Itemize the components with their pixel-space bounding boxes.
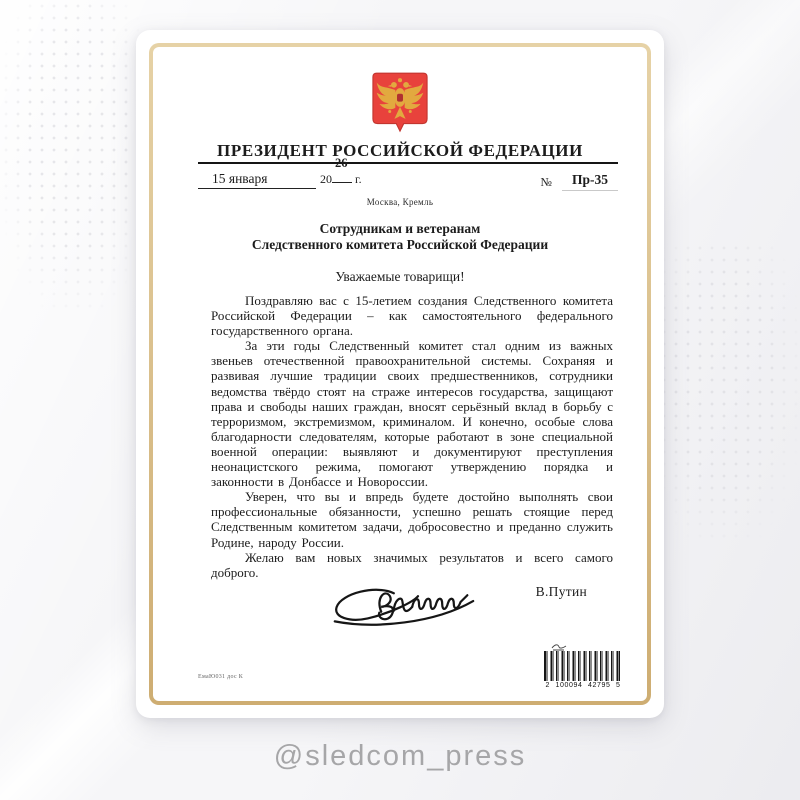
addressee-block xyxy=(136,221,664,253)
letter-paragraph: Желаю вам новых значимых результатов и всего самого доброго. xyxy=(211,549,613,580)
letter-paragraph: Поздравляю вас с 15-летием создания Следственного комитета Российской Федерации – как самостоятельного федерального государственного органа. xyxy=(211,293,613,339)
letter-card xyxy=(136,30,664,718)
document-reference-code: ЕмаЮ031 дос К xyxy=(198,674,244,680)
addressee-line-2: Следственного комитета Российской Федерации xyxy=(251,237,549,252)
letterhead-title: ПРЕЗИДЕНТ РОССИЙСКОЙ ФЕДЕРАЦИИ xyxy=(217,141,583,160)
background-dot-pattern-right xyxy=(646,242,800,542)
background-dot-pattern-left xyxy=(0,0,152,310)
letter-body xyxy=(211,293,613,580)
channel-watermark: @sledcom_press xyxy=(273,740,527,772)
barcode xyxy=(544,642,622,689)
addressee-line-1: Сотрудникам и ветеранам xyxy=(319,221,481,236)
letter-paragraph: За эти годы Следственный комитет стал одним из важных звеньев отечественной правоохранительной системы. Сохраняя и развивая лучшие традиции своих предшественников, сотрудники ведомства твёрдо стоят на страже интересов государства, защищают права и свободы наших граждан, вносят серьёзный вклад в борьбу с терроризмом, экстремизмом, криминалом. И конечно, особые слова благодарности следователям, которые работают в зоне специальной военной операции: выявляют и документируют преступления неонацистского режима, помогают утверждению порядка и законности в Донбассе и Новороссии. xyxy=(211,338,613,490)
date-and-number-row xyxy=(198,156,618,194)
russia-coat-of-arms-icon xyxy=(372,72,428,136)
barcode-bars xyxy=(544,651,620,681)
barcode-number: 2 100094 42795 5 xyxy=(545,682,621,689)
year-field: 20 26 г. xyxy=(320,156,362,186)
letterhead-divider xyxy=(198,162,618,164)
numero-sign: № xyxy=(540,175,552,189)
signature-block xyxy=(211,570,613,640)
date-field: 15 января xyxy=(198,171,316,189)
salutation: Уважаемые товарищи! xyxy=(335,269,465,284)
putin-signature xyxy=(323,572,513,632)
signatory-name: В.Путин xyxy=(535,584,587,599)
letter-paragraph: Уверен, что вы и впредь будете достойно выполнять свои профессиональные обязанности, успешно решать стоящие перед Следственным комитетом задачи, добросовестно и преданно служить Родине, народу России. xyxy=(211,489,613,550)
barcode-mark-icon xyxy=(550,642,568,651)
place-line: Москва, Кремль xyxy=(366,197,434,207)
document-number: № Пр-35 xyxy=(541,172,618,191)
